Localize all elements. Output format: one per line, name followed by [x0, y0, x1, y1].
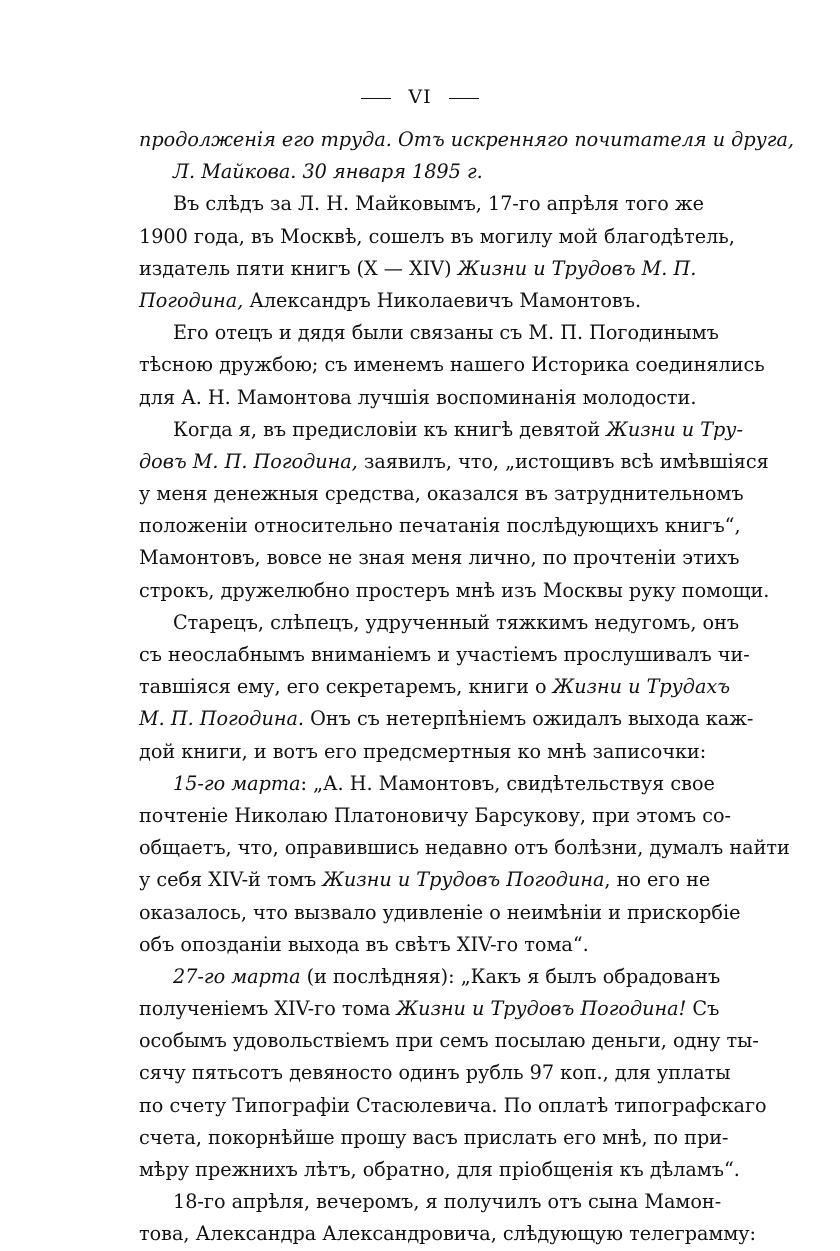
text-line: [139, 188, 704, 220]
text-segment: Съ: [686, 997, 720, 1021]
text-segment: по счету Типографіи Стасюлевича. По оплатѣ типографскаго: [139, 1093, 767, 1117]
italic-segment: Жизни и Трудовъ М. П.: [457, 256, 697, 280]
text-line: [139, 607, 740, 639]
text-line: [139, 1218, 757, 1250]
text-line: [139, 800, 731, 832]
text-line: [139, 768, 715, 800]
text-line: [139, 929, 696, 961]
text-segment: 1900 года, въ Москвѣ, сошелъ въ могилу мой благодѣтель,: [139, 224, 735, 248]
text-line: [139, 156, 696, 188]
text-segment: для А. Н. Мамонтова лучшія воспоминанія молодости.: [139, 385, 697, 409]
text-segment: у меня денежныя средства, оказался въ затруднительномъ: [139, 482, 744, 506]
text-line: [139, 736, 707, 768]
text-segment: заявилъ, что, „истощивъ всѣ имѣвшіяся: [357, 449, 769, 473]
text-line: [139, 639, 750, 671]
text-segment: сячу пятьсотъ девяносто одинъ рубль 97 коп., для уплаты: [139, 1061, 731, 1085]
text-segment: Его отецъ и дядя были связаны съ М. П. Погодинымъ: [173, 321, 719, 345]
text-segment: (и послѣдняя): „Какъ я былъ обрадованъ: [300, 964, 721, 988]
italic-segment: Жизни и Тру-: [606, 417, 743, 441]
text-segment: строкъ, дружелюбно простеръ мнѣ изъ Москвы руку помощи.: [139, 578, 770, 602]
text-line: [139, 1154, 740, 1186]
text-segment: издатель пяти книгъ (X — XIV): [139, 256, 458, 280]
text-line: [139, 832, 790, 864]
text-line: [139, 510, 741, 542]
text-segment: Онъ съ нетерпѣніемъ ожидалъ выхода каж-: [304, 707, 754, 731]
text-segment: 18-го апрѣля, вечеромъ, я получилъ отъ сына Мамон-: [173, 1190, 722, 1214]
text-segment: общаетъ, что, оправившись недавно отъ болѣзни, думалъ найти: [139, 836, 790, 860]
italic-segment: продолженія его труда. Отъ искренняго почитателя и друга,: [139, 128, 794, 151]
text-line: [139, 253, 696, 285]
text-line: [139, 124, 794, 156]
text-line: [139, 1025, 759, 1057]
italic-segment: довъ М. П. Погодина,: [139, 449, 358, 473]
text-segment: объ опозданіи выхода въ свѣтъ XIV-го тома“.: [139, 932, 589, 956]
text-line: [139, 382, 696, 414]
text-line: [139, 1090, 767, 1122]
page-header: [0, 86, 840, 108]
text-segment: дой книги, и вотъ его предсмертныя ко мнѣ записочки:: [139, 739, 707, 763]
text-line: [139, 414, 743, 446]
italic-segment: Жизни и Трудахъ: [552, 675, 730, 699]
text-line: [139, 221, 735, 253]
text-segment: у себя XIV-й томъ: [139, 868, 323, 892]
text-segment: Александръ Николаевичъ Мамонтовъ.: [243, 288, 642, 312]
italic-segment: М. П. Погодина.: [139, 707, 305, 731]
text-segment: особымъ удовольствіемъ при семъ посылаю деньги, одну ты-: [139, 1029, 759, 1053]
text-segment: : „А. Н. Мамонтовъ, свидѣтельствуя свое: [300, 771, 715, 795]
text-line: [139, 1057, 731, 1089]
body-text: [139, 124, 794, 1251]
text-line: [139, 1122, 729, 1154]
text-segment: почтеніе Николаю Платоновичу Барсукову, при этомъ со-: [139, 803, 731, 827]
italic-segment: 27-го марта: [173, 964, 301, 988]
header-dash-left: [361, 98, 391, 99]
text-line: [139, 993, 720, 1025]
text-segment: Старецъ, слѣпецъ, удрученный тяжкимъ недугомъ, онъ: [173, 610, 740, 634]
text-line: [139, 349, 765, 381]
italic-segment: Л. Майкова. 30 января 1895 г.: [173, 160, 483, 184]
italic-segment: 15-го марта: [173, 771, 301, 795]
text-line: [139, 864, 711, 896]
text-segment: оказалось, что вызвало удивленіе о неимѣніи и прискорбіе: [139, 900, 741, 924]
text-line: [139, 446, 769, 478]
text-segment: Въ слѣдъ за Л. Н. Майковымъ, 17-го апрѣля того же: [173, 192, 704, 216]
text-segment: Мамонтовъ, вовсе не зная меня лично, по прочтеніи этихъ: [139, 546, 740, 570]
text-line: [139, 542, 740, 574]
italic-segment: Погодина,: [139, 288, 244, 312]
text-segment: , но его не: [604, 868, 711, 892]
text-segment: счета, покорнѣйше прошу васъ прислать его мнѣ, по при-: [139, 1125, 729, 1149]
text-line: [139, 897, 741, 929]
text-line: [139, 961, 721, 993]
text-segment: полученіемъ XIV-го тома: [139, 997, 397, 1021]
text-line: [139, 1186, 722, 1218]
text-segment: съ неослабнымъ вниманіемъ и участіемъ прослушивалъ чи-: [139, 643, 750, 666]
text-segment: мѣру прежнихъ лѣтъ, обратно, для пріобщенія къ дѣламъ“.: [139, 1158, 740, 1181]
text-line: [139, 575, 770, 607]
text-line: [139, 671, 730, 703]
text-line: [139, 478, 744, 510]
page-number: VI: [408, 86, 432, 108]
header-dash-right: [449, 98, 479, 99]
text-segment: това, Александра Александровича, слѣдующую телеграмму:: [139, 1222, 757, 1246]
text-segment: Когда я, въ предисловіи къ книгѣ девятой: [173, 417, 607, 441]
text-segment: положеніи относительно печатанія послѣдующихъ книгъ“,: [139, 514, 741, 538]
text-line: [139, 285, 696, 317]
text-segment: тавшіяся ему, его секретаремъ, книги о: [139, 675, 553, 699]
text-line: [139, 703, 754, 735]
italic-segment: Жизни и Трудовъ Погодина: [322, 868, 605, 892]
text-line: [139, 317, 719, 349]
italic-segment: Жизни и Трудовъ Погодина!: [396, 997, 687, 1021]
text-segment: тѣсною дружбою; съ именемъ нашего Историка соединялись: [139, 353, 765, 377]
